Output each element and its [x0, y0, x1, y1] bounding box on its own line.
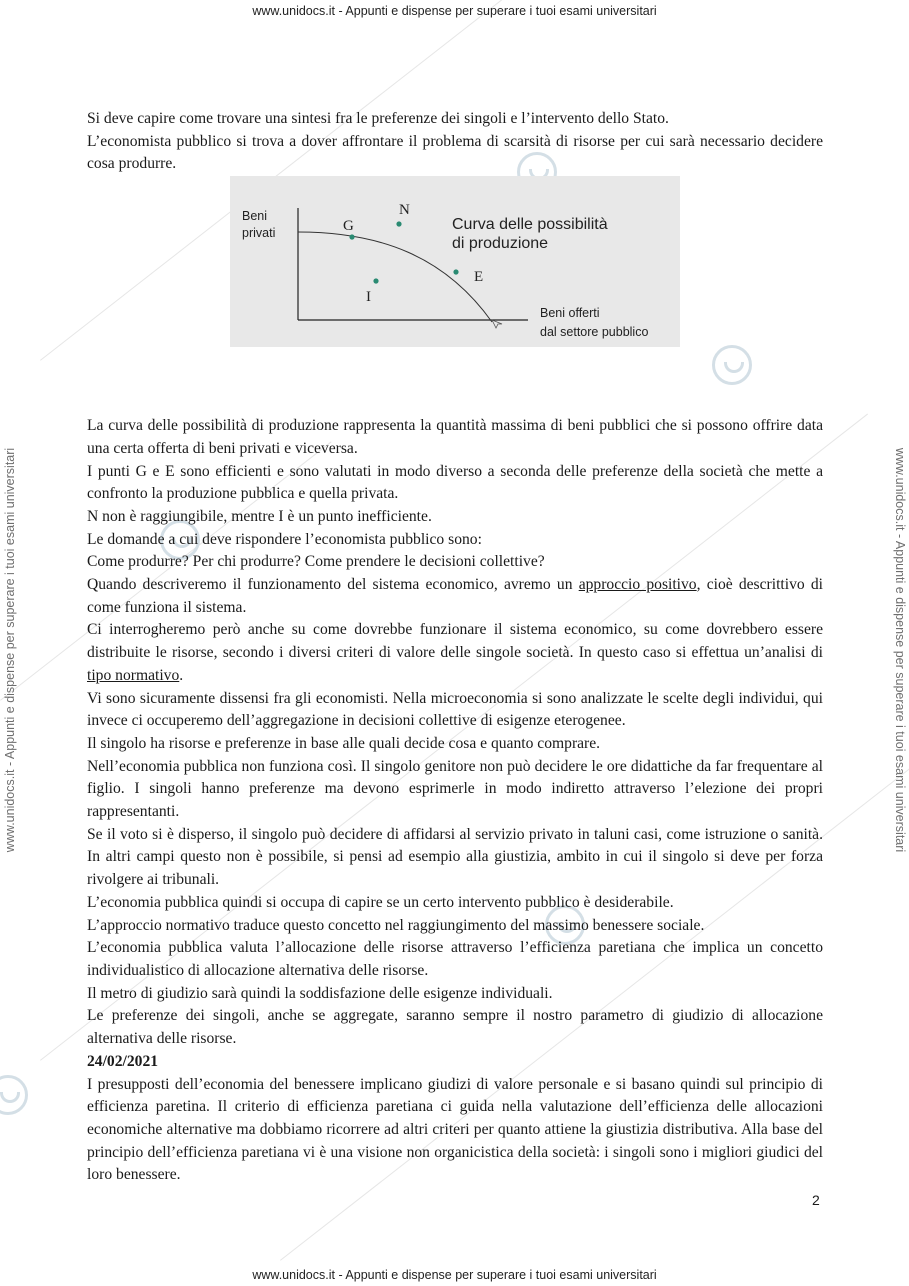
page-number: 2 — [812, 1192, 820, 1208]
ppf-figure — [230, 176, 680, 347]
paragraph: Le preferenze dei singoli, anche se aggregate, saranno sempre il nostro parametro di giudizio di allocazione alternativa delle risorse. — [87, 1007, 823, 1048]
point-g-marker — [349, 234, 354, 239]
point-g-label: G — [343, 218, 354, 234]
text-run: . — [179, 666, 184, 684]
paragraph — [87, 619, 823, 687]
paragraph: Se il voto si è disperso, il singolo può decidere di affidarsi al servizio privato in taluni casi, come istruzione o sanità. In altri campi questo non è possibile, si pensi ad esempio alla giustizia, ambito in cui il singolo si deve per forza rivolgere ai tribunali. — [87, 825, 823, 889]
cursor-icon — [492, 320, 502, 328]
paragraph: Il metro di giudizio sarà quindi la soddisfazione delle esigenze individuali. — [87, 984, 553, 1002]
paragraph: Vi sono sicuramente dissensi fra gli economisti. Nella microeconomia si sono analizzate le scelte degli individui, qui invece ci occuperemo dell’aggregazione in decisioni collettive di esigenze eterogenee. — [87, 689, 823, 730]
watermark-header: www.unidocs.it - Appunti e dispense per superare i tuoi esami universitari — [252, 4, 657, 18]
point-n-marker — [396, 221, 401, 226]
paragraph: Le domande a cui deve rispondere l’economista pubblico sono: — [87, 530, 482, 548]
paragraph: La curva delle possibilità di produzione rappresenta la quantità massima di beni pubblici che si possono offrire data una certa offerta di beni privati e viceversa. — [87, 417, 823, 457]
paragraph: L’economista pubblico si trova a dover affrontare il problema di scarsità di risorse per cui sarà necessario decidere cosa produrre. — [87, 132, 823, 173]
paragraph: Si deve capire come trovare una sintesi fra le preferenze dei singoli e l’intervento dello Stato. — [87, 110, 669, 127]
underlined-term: approccio positivo — [578, 576, 697, 594]
y-axis-label: privati — [242, 226, 276, 240]
paragraph: L’approccio normativo traduce questo concetto nel raggiungimento del massimo benessere sociale. — [87, 916, 705, 934]
section-date: 24/02/2021 — [87, 1052, 159, 1070]
paragraph: I presupposti dell’economia del benessere implicano giudizi di valore personale e si basano quindi sul principio di efficienza paretina. Il criterio di efficienza paretiana ci guida nella valutazione dell’efficienza delle allocazioni economiche alternative ma dobbiamo ricorrere ad altri criteri per quanto attiene la giustizia distributiva. Alla base del principio dell’efficienza paretiana vi è una visione non organicistica della società: i singoli sono i migliori giudici del loro benessere. — [87, 1075, 823, 1184]
curve-label: di produzione — [452, 235, 549, 252]
watermark-logo-icon — [0, 1075, 28, 1115]
point-i-label: I — [366, 289, 371, 305]
point-i-marker — [373, 278, 378, 283]
curve-label: Curva delle possibilità — [452, 216, 608, 233]
paragraph: Nell’economia pubblica non funziona così. Il singolo genitore non può decidere le ore didattiche da far frequentare al figlio. I singoli hanno preferenze ma devono esprimerle in modo indiretto attraverso l’elezione dei propri rappresentanti. — [87, 757, 823, 821]
point-e-marker — [453, 269, 458, 274]
paragraph: Come produrre? Per chi produrre? Come prendere le decisioni collettive? — [87, 553, 545, 571]
point-n-label: N — [399, 202, 410, 218]
paragraph: L’economia pubblica valuta l’allocazione delle risorse attraverso l’efficienza paretiana che implica un concetto individualistico di allocazione alternativa delle risorse. — [87, 939, 823, 979]
paragraph: L’economia pubblica quindi si occupa di capire se un certo intervento pubblico è desiderabile. — [87, 893, 674, 911]
paragraph — [87, 574, 823, 619]
text-run: Ci interrogheremo però anche su come dovrebbe funzionare il sistema economico, su come dovrebbero essere distribuite le risorse, secondo i diversi criteri di valore delle singole società. In questo caso si effettua un’analisi di — [87, 621, 823, 662]
watermark-footer: www.unidocs.it - Appunti e dispense per superare i tuoi esami universitari — [252, 1268, 657, 1282]
ppf-diagram — [230, 176, 680, 347]
point-e-label: E — [474, 269, 484, 285]
text-run: Quando descriveremo il funzionamento del sistema economico, avremo un — [87, 576, 579, 594]
paragraph: Il singolo ha risorse e preferenze in base alle quali decide cosa e quanto comprare. — [87, 734, 601, 752]
text-run: , cioè descrittivo di come funziona il sistema. — [87, 576, 823, 616]
x-axis-label: dal settore pubblico — [540, 325, 649, 339]
watermark-side-left: www.unidocs.it - Appunti e dispense per superare i tuoi esami universitari — [3, 447, 17, 853]
paragraph: I punti G e E sono efficienti e sono valutati in modo diverso a seconda delle preferenze della società che mette a confronto la produzione pubblica e quella privata. — [87, 462, 823, 503]
underlined-term: tipo normativo — [87, 666, 180, 684]
watermark-side-right: www.unidocs.it - Appunti e dispense per superare i tuoi esami universitari — [893, 447, 907, 853]
paragraph: N non è raggiungibile, mentre I è un punto inefficiente. — [87, 507, 432, 525]
x-axis-label: Beni offerti — [540, 306, 600, 320]
y-axis-label: Beni — [242, 209, 268, 223]
